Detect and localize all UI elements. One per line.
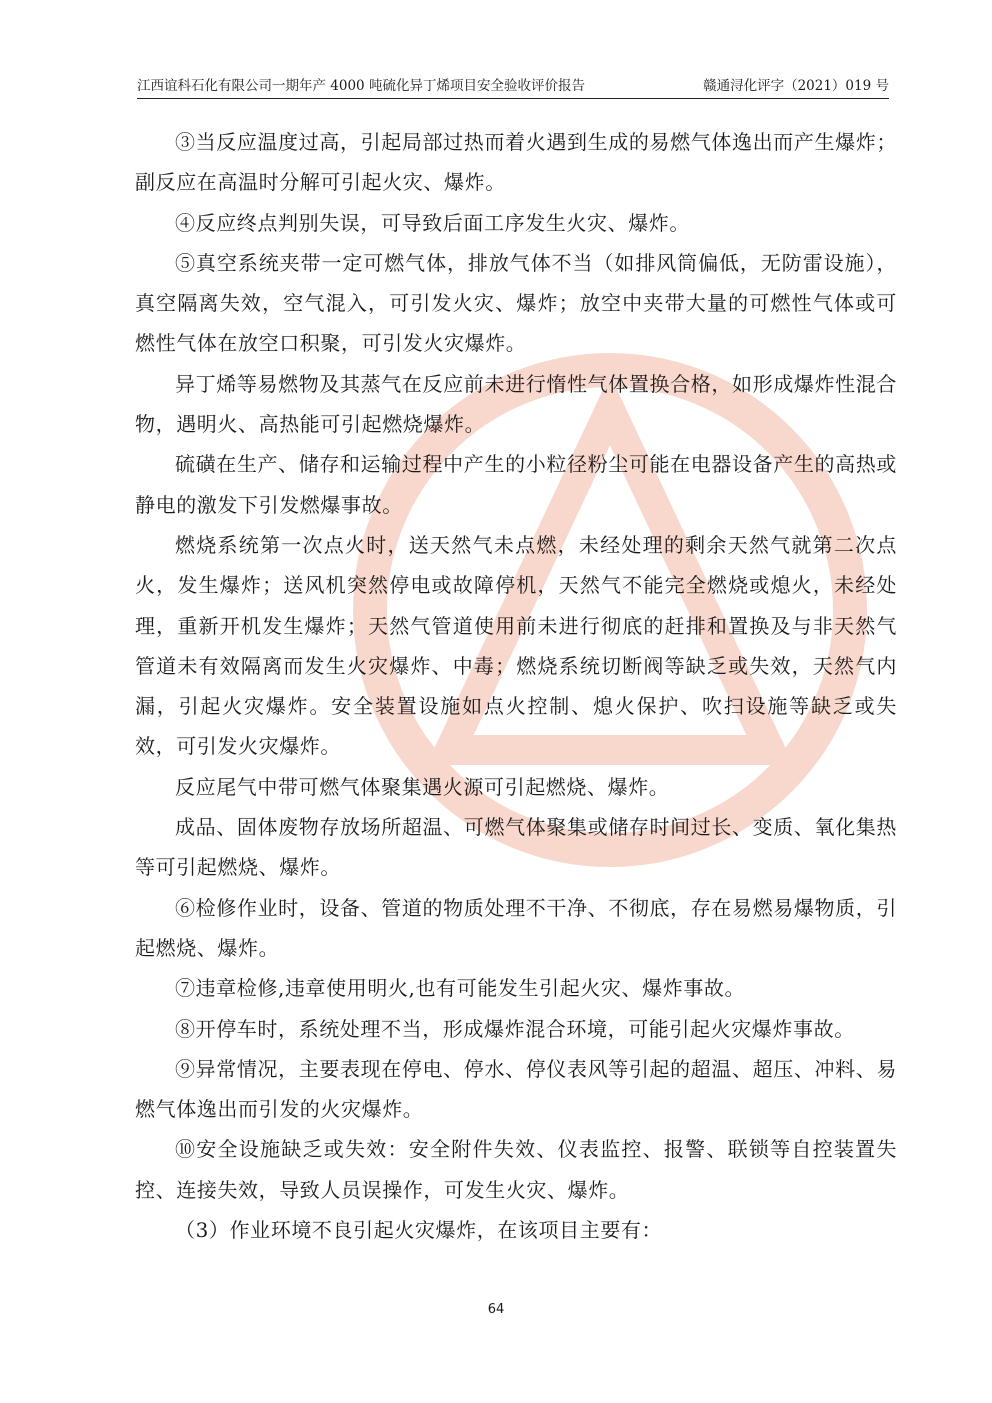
paragraph: ⑤真空系统夹带一定可燃气体，排放气体不当（如排风筒偏低，无防雷设施），真空隔离失效，空气混入，可引发火灾、爆炸；放空中夹带大量的可燃性气体或可燃性气体在放空口积聚，可引发火灾爆炸。	[135, 250, 897, 356]
paragraph: （3）作业环境不良引起火灾爆炸，在该项目主要有：	[175, 1218, 663, 1243]
paragraph: ⑩安全设施缺乏或失效：安全附件失效、仪表监控、报警、联锁等自控装置失控、连接失效，导致人员误操作，可发生火灾、爆炸。	[135, 1137, 897, 1202]
paragraph: ⑦违章检修,违章使用明火,也有可能发生引起火灾、爆炸事故。	[175, 976, 746, 1001]
paragraph: ⑧开停车时，系统处理不当，形成爆炸混合环境，可能引起火灾爆炸事故。	[175, 1016, 855, 1041]
paragraph: 异丁烯等易燃物及其蒸气在反应前未进行惰性气体置换合格，如形成爆炸性混合物，遇明火、高热能可引起燃烧爆炸。	[135, 371, 897, 437]
paragraph: 硫磺在生产、储存和运输过程中产生的小粒径粉尘可能在电器设备产生的高热或静电的激发下引发燃爆事故。	[135, 452, 897, 517]
body-text	[135, 122, 897, 1250]
paragraph: 燃烧系统第一次点火时，送天然气未点燃，未经处理的剩余天然气就第二次点火，发生爆炸；送风机突然停电或故障停机，天然气不能完全燃烧或熄火，未经处理，重新开机发生爆炸；天然气管道使用前未进行彻底的赶排和置换及与非天然气管道未有效隔离而发生火灾爆炸、中毒；燃烧系统切断阀等缺乏或失效，天然气内漏，引起火灾爆炸。安全装置设施如点火控制、熄火保护、吹扫设施等缺乏或失效，可引发火灾爆炸。	[135, 532, 897, 759]
page-header	[137, 76, 889, 99]
header-title: 江西谊科石化有限公司一期年产 4000 吨硫化异丁烯项目安全验收评价报告	[137, 78, 585, 94]
paragraph: ⑥检修作业时，设备、管道的物质处理不干净、不彻底，存在易燃易爆物质，引起燃烧、爆炸。	[135, 895, 897, 960]
paragraph: 成品、固体废物存放场所超温、可燃气体聚集或储存时间过长、变质、氧化集热等可引起燃烧、爆炸。	[135, 815, 897, 880]
page-number: 64	[487, 1302, 505, 1317]
paragraph: ④反应终点判别失误，可导致后面工序发生火灾、爆炸。	[175, 210, 690, 235]
paragraph: ③当反应温度过高，引起局部过热而着火遇到生成的易燃气体逸出而产生爆炸；副反应在高温时分解可引起火灾、爆炸。	[135, 130, 897, 195]
paragraph: ⑨异常情况，主要表现在停电、停水、停仪表风等引起的超温、超压、冲料、易燃气体逸出而引发的火灾爆炸。	[135, 1056, 897, 1122]
paragraph: 反应尾气中带可燃气体聚集遇火源可引起燃烧、爆炸。	[175, 774, 670, 799]
header-doc-number: 赣通浔化评字（2021）019 号	[703, 78, 889, 94]
